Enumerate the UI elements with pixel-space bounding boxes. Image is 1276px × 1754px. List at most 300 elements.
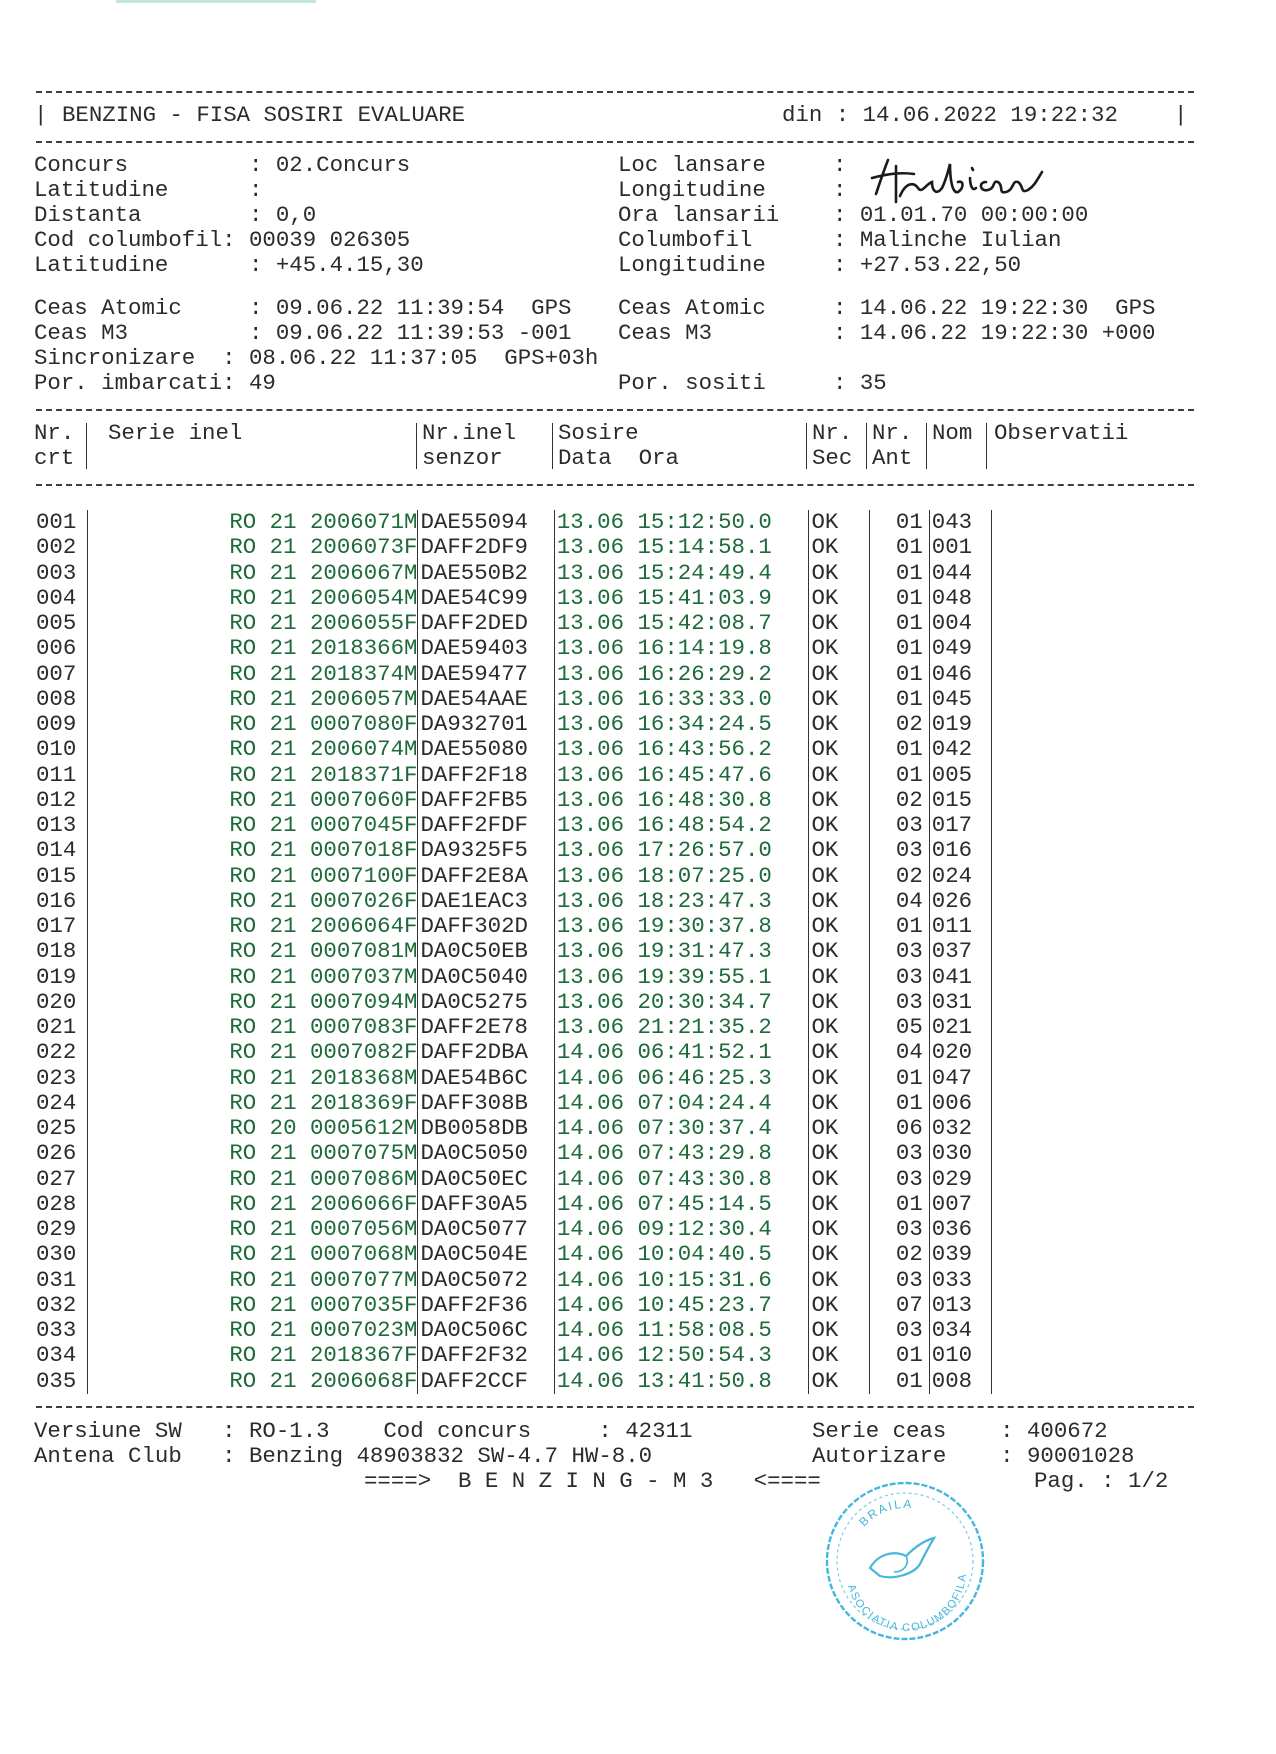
cell-nr: 028 (34, 1192, 87, 1217)
cell-ant: 01 (869, 561, 929, 586)
table-row (34, 1293, 992, 1318)
cell-senzor: DAE55094 (418, 510, 554, 535)
cell-serie-inel: RO 21 2006067M (87, 561, 418, 586)
cell-ant: 01 (869, 535, 929, 560)
cell-sec: OK (809, 1369, 869, 1394)
cell-nr: 011 (34, 763, 87, 788)
cell-nom: 034 (929, 1318, 991, 1343)
cell-sec: OK (809, 1192, 869, 1217)
cell-senzor: DAFF30A5 (418, 1192, 554, 1217)
cell-ant: 01 (869, 586, 929, 611)
table-row (34, 535, 992, 560)
cell-nr: 004 (34, 586, 87, 611)
cell-sosire: 14.06 07:43:29.8 (554, 1141, 809, 1166)
cell-sosire: 13.06 19:31:47.3 (554, 939, 809, 964)
cell-nom: 016 (929, 838, 991, 863)
info-latitudine-value: Latitudine : +45.4.15,30 (34, 252, 424, 278)
cell-ant: 04 (869, 889, 929, 914)
cell-sosire: 13.06 19:39:55.1 (554, 965, 809, 990)
cell-nom: 024 (929, 864, 991, 889)
col-senzor: senzor (422, 445, 503, 471)
cell-nr: 013 (34, 813, 87, 838)
cell-nr: 018 (34, 939, 87, 964)
cell-senzor: DAE59477 (418, 662, 554, 687)
table-row (34, 1066, 992, 1091)
cell-nom: 044 (929, 561, 991, 586)
table-row (34, 1369, 992, 1394)
cell-serie-inel: RO 20 0005612M (87, 1116, 418, 1141)
table-row (34, 1167, 992, 1192)
cell-serie-inel: RO 21 0007077M (87, 1268, 418, 1293)
cell-serie-inel: RO 21 0007083F (87, 1015, 418, 1040)
info-longitudine: Longitudine : (618, 177, 847, 203)
stamp-top-text: BRAILA (856, 1496, 914, 1530)
cell-senzor: DAE1EAC3 (418, 889, 554, 914)
clock-m3-end: Ceas M3 : 14.06.22 19:22:30 +000 (618, 320, 1156, 346)
cell-senzor: DAE54AAE (418, 687, 554, 712)
cell-nom: 033 (929, 1268, 991, 1293)
cell-ant: 03 (869, 1141, 929, 1166)
cell-senzor: DAFF2FDF (418, 813, 554, 838)
cell-ant: 03 (869, 1217, 929, 1242)
table-row (34, 788, 992, 813)
cell-nr: 021 (34, 1015, 87, 1040)
cell-ant: 03 (869, 939, 929, 964)
cell-nom: 048 (929, 586, 991, 611)
cell-nom: 031 (929, 990, 991, 1015)
cell-ant: 01 (869, 687, 929, 712)
separator (34, 1394, 1194, 1419)
cell-sosire: 13.06 16:45:47.6 (554, 763, 809, 788)
cell-nr: 026 (34, 1141, 87, 1166)
cell-sosire: 13.06 18:23:47.3 (554, 889, 809, 914)
cell-senzor: DAE550B2 (418, 561, 554, 586)
cell-sosire: 14.06 06:46:25.3 (554, 1066, 809, 1091)
cell-nom: 017 (929, 813, 991, 838)
cell-senzor: DA0C5077 (418, 1217, 554, 1242)
table-row (34, 838, 992, 863)
cell-nom: 039 (929, 1242, 991, 1267)
cell-nr: 034 (34, 1343, 87, 1368)
cell-senzor: DA0C5072 (418, 1268, 554, 1293)
cell-serie-inel: RO 21 2006074M (87, 737, 418, 762)
table-row (34, 712, 992, 737)
cell-serie-inel: RO 21 0007094M (87, 990, 418, 1015)
cell-serie-inel: RO 21 2006057M (87, 687, 418, 712)
cell-sec: OK (809, 712, 869, 737)
cell-nom: 036 (929, 1217, 991, 1242)
info-longitudine-value: Longitudine : +27.53.22,50 (618, 252, 1022, 278)
cell-sec: OK (809, 939, 869, 964)
cell-sec: OK (809, 662, 869, 687)
cell-serie-inel: RO 21 0007037M (87, 965, 418, 990)
cell-senzor: DAFF2FB5 (418, 788, 554, 813)
cell-nom: 030 (929, 1141, 991, 1166)
table-row (34, 1192, 992, 1217)
info-ora-lansarii: Ora lansarii : 01.01.70 00:00:00 (618, 202, 1089, 228)
cell-nr: 027 (34, 1167, 87, 1192)
cell-sec: OK (809, 586, 869, 611)
svg-text:BRAILA (856, 1497, 914, 1529)
table-row (34, 1318, 992, 1343)
report-header: | BENZING - FISA SOSIRI EVALUARE din : 14.06.2022 19:22:32 | (34, 102, 1188, 128)
table-row (34, 813, 992, 838)
cell-nom: 047 (929, 1066, 991, 1091)
cell-ant: 03 (869, 1268, 929, 1293)
cell-sec: OK (809, 1066, 869, 1091)
cell-ant: 02 (869, 712, 929, 737)
cell-senzor: DAE54C99 (418, 586, 554, 611)
cell-sec: OK (809, 510, 869, 535)
table-row (34, 1343, 992, 1368)
cell-senzor: DA932701 (418, 712, 554, 737)
cell-serie-inel: RO 21 0007045F (87, 813, 418, 838)
cell-sosire: 14.06 07:30:37.4 (554, 1116, 809, 1141)
cell-senzor: DA0C50EC (418, 1167, 554, 1192)
table-row (34, 914, 992, 939)
cell-sosire: 13.06 15:24:49.4 (554, 561, 809, 586)
cell-ant: 05 (869, 1015, 929, 1040)
cell-sec: OK (809, 965, 869, 990)
association-stamp-seal (820, 1476, 990, 1646)
cell-sosire: 13.06 20:30:34.7 (554, 990, 809, 1015)
cell-serie-inel: RO 21 2018368M (87, 1066, 418, 1091)
table-row (34, 864, 992, 889)
cell-senzor: DAE55080 (418, 737, 554, 762)
cell-sosire: 13.06 21:21:35.2 (554, 1015, 809, 1040)
cell-nr: 020 (34, 990, 87, 1015)
cell-serie-inel: RO 21 0007086M (87, 1167, 418, 1192)
cell-sec: OK (809, 1167, 869, 1192)
footer-serie-ceas: Serie ceas : 400672 (812, 1417, 1108, 1444)
cell-senzor: DA0C5275 (418, 990, 554, 1015)
cell-serie-inel: RO 21 2018369F (87, 1091, 418, 1116)
cell-ant: 03 (869, 813, 929, 838)
cell-nr: 014 (34, 838, 87, 863)
info-latitudine: Latitudine : (34, 177, 263, 203)
cell-sosire: 14.06 10:45:23.7 (554, 1293, 809, 1318)
cell-nom: 007 (929, 1192, 991, 1217)
table-row (34, 1268, 992, 1293)
cell-nom: 029 (929, 1167, 991, 1192)
separator (34, 78, 1194, 103)
cell-senzor: DA0C504E (418, 1242, 554, 1267)
cell-senzor: DA0C50EB (418, 939, 554, 964)
cell-sosire: 13.06 15:12:50.0 (554, 510, 809, 535)
table-row (34, 1116, 992, 1141)
cell-ant: 01 (869, 763, 929, 788)
cell-serie-inel: RO 21 2018374M (87, 662, 418, 687)
pigeons-boarded: Por. imbarcati: 49 (34, 370, 276, 396)
cell-senzor: DAFF2E8A (418, 864, 554, 889)
cell-nr: 006 (34, 636, 87, 661)
cell-ant: 02 (869, 788, 929, 813)
cell-sosire: 13.06 15:41:03.9 (554, 586, 809, 611)
cell-senzor: DAFF2F18 (418, 763, 554, 788)
cell-sosire: 14.06 11:58:08.5 (554, 1318, 809, 1343)
cell-serie-inel: RO 21 0007060F (87, 788, 418, 813)
cell-nom: 037 (929, 939, 991, 964)
cell-ant: 03 (869, 838, 929, 863)
cell-sosire: 14.06 07:43:30.8 (554, 1167, 809, 1192)
cell-sec: OK (809, 889, 869, 914)
table-row (34, 965, 992, 990)
cell-nr: 035 (34, 1369, 87, 1394)
cell-ant: 07 (869, 1293, 929, 1318)
footer-autorizare: Autorizare : 90001028 (812, 1442, 1135, 1469)
cell-sec: OK (809, 1091, 869, 1116)
cell-sec: OK (809, 1141, 869, 1166)
info-cod-columbofil: Cod columbofil: 00039 026305 (34, 227, 411, 253)
cell-sosire: 13.06 16:33:33.0 (554, 687, 809, 712)
cell-senzor: DA0C506C (418, 1318, 554, 1343)
col-nom: Nom (932, 420, 973, 446)
cell-sosire: 13.06 16:48:30.8 (554, 788, 809, 813)
stamp-bottom-text: ASOCIATIA COLUMBOFILA (844, 1572, 970, 1635)
cell-sec: OK (809, 864, 869, 889)
cell-sosire: 13.06 16:43:56.2 (554, 737, 809, 762)
pigeon-icon (870, 1538, 934, 1577)
cell-nr: 012 (34, 788, 87, 813)
cell-sosire: 13.06 19:30:37.8 (554, 914, 809, 939)
cell-nom: 006 (929, 1091, 991, 1116)
cell-serie-inel: RO 21 0007035F (87, 1293, 418, 1318)
cell-sec: OK (809, 813, 869, 838)
pigeons-arrived: Por. sositi : 35 (618, 370, 887, 396)
table-row (34, 1091, 992, 1116)
cell-serie-inel: RO 21 2018367F (87, 1343, 418, 1368)
cell-nr: 007 (34, 662, 87, 687)
cell-ant: 03 (869, 1167, 929, 1192)
cell-sec: OK (809, 1293, 869, 1318)
cell-senzor: DAFF2DED (418, 611, 554, 636)
table-row (34, 1015, 992, 1040)
cell-nr: 025 (34, 1116, 87, 1141)
cell-nom: 010 (929, 1343, 991, 1368)
cell-nom: 032 (929, 1116, 991, 1141)
cell-ant: 01 (869, 1091, 929, 1116)
info-loc-lansare: Loc lansare : (618, 152, 847, 178)
cell-nom: 019 (929, 712, 991, 737)
cell-sosire: 14.06 07:45:14.5 (554, 1192, 809, 1217)
cell-nr: 003 (34, 561, 87, 586)
cell-sosire: 13.06 16:26:29.2 (554, 662, 809, 687)
cell-ant: 01 (869, 1066, 929, 1091)
cell-sec: OK (809, 788, 869, 813)
cell-nom: 020 (929, 1040, 991, 1065)
col-inel: Nr.inel (422, 420, 517, 446)
cell-serie-inel: RO 21 0007056M (87, 1217, 418, 1242)
cell-serie-inel: RO 21 2006071M (87, 510, 418, 535)
arrivals-table (34, 510, 992, 1394)
col-observatii: Observatii (994, 420, 1129, 446)
table-row (34, 939, 992, 964)
cell-sec: OK (809, 1217, 869, 1242)
cell-serie-inel: RO 21 2006068F (87, 1369, 418, 1394)
report-title: BENZING - FISA SOSIRI EVALUARE (62, 102, 466, 128)
cell-nom: 043 (929, 510, 991, 535)
arrivals-rows (34, 510, 992, 1394)
cell-sec: OK (809, 914, 869, 939)
cell-senzor: DB0058DB (418, 1116, 554, 1141)
cell-sosire: 13.06 15:42:08.7 (554, 611, 809, 636)
cell-nom: 011 (929, 914, 991, 939)
cell-sosire: 14.06 10:04:40.5 (554, 1242, 809, 1267)
cell-serie-inel: RO 21 0007082F (87, 1040, 418, 1065)
cell-nr: 010 (34, 737, 87, 762)
cell-sec: OK (809, 763, 869, 788)
table-row (34, 1217, 992, 1242)
col-sec: Sec (812, 445, 853, 471)
table-row (34, 561, 992, 586)
cell-sec: OK (809, 1242, 869, 1267)
cell-ant: 04 (869, 1040, 929, 1065)
cell-ant: 01 (869, 662, 929, 687)
cell-ant: 01 (869, 1369, 929, 1394)
cell-nr: 033 (34, 1318, 87, 1343)
separator (34, 396, 1194, 421)
cell-nom: 049 (929, 636, 991, 661)
col-serie: Serie inel (108, 420, 243, 446)
clock-atomic-start: Ceas Atomic : 09.06.22 11:39:54 GPS (34, 295, 572, 321)
cell-nom: 041 (929, 965, 991, 990)
cell-sec: OK (809, 1040, 869, 1065)
cell-sec: OK (809, 990, 869, 1015)
info-columbofil: Columbofil : Malinche Iulian (618, 227, 1062, 253)
cell-sec: OK (809, 687, 869, 712)
cell-sosire: 13.06 16:14:19.8 (554, 636, 809, 661)
cell-sosire: 14.06 07:04:24.4 (554, 1091, 809, 1116)
cell-nom: 026 (929, 889, 991, 914)
cell-nr: 023 (34, 1066, 87, 1091)
cell-sosire: 13.06 17:26:57.0 (554, 838, 809, 863)
cell-nom: 004 (929, 611, 991, 636)
cell-senzor: DAE54B6C (418, 1066, 554, 1091)
cell-ant: 01 (869, 1192, 929, 1217)
cell-serie-inel: RO 21 0007080F (87, 712, 418, 737)
cell-sec: OK (809, 1318, 869, 1343)
cell-senzor: DA9325F5 (418, 838, 554, 863)
cell-senzor: DAFF2DBA (418, 1040, 554, 1065)
cell-sosire: 13.06 15:14:58.1 (554, 535, 809, 560)
cell-serie-inel: RO 21 0007100F (87, 864, 418, 889)
cell-ant: 01 (869, 1343, 929, 1368)
cell-senzor: DAFF2F32 (418, 1343, 554, 1368)
cell-ant: 02 (869, 1242, 929, 1267)
cell-senzor: DA0C5050 (418, 1141, 554, 1166)
cell-sosire: 14.06 06:41:52.1 (554, 1040, 809, 1065)
cell-sosire: 14.06 12:50:54.3 (554, 1343, 809, 1368)
cell-senzor: DA0C5040 (418, 965, 554, 990)
col-nr: Nr. (34, 420, 75, 446)
cell-nom: 046 (929, 662, 991, 687)
cell-nr: 015 (34, 864, 87, 889)
cell-serie-inel: RO 21 2006066F (87, 1192, 418, 1217)
cell-senzor: DAFF2DF9 (418, 535, 554, 560)
cell-nom: 005 (929, 763, 991, 788)
footer-version: Versiune SW : RO-1.3 Cod concurs : 42311 (34, 1417, 693, 1444)
cell-nr: 031 (34, 1268, 87, 1293)
cell-nom: 045 (929, 687, 991, 712)
cell-sec: OK (809, 611, 869, 636)
info-distanta: Distanta : 0,0 (34, 202, 317, 228)
cell-senzor: DAFF2F36 (418, 1293, 554, 1318)
cell-sosire: 13.06 16:48:54.2 (554, 813, 809, 838)
cell-nom: 042 (929, 737, 991, 762)
cell-sec: OK (809, 561, 869, 586)
cell-nom: 001 (929, 535, 991, 560)
cell-nr: 005 (34, 611, 87, 636)
cell-senzor: DAFF302D (418, 914, 554, 939)
cell-ant: 03 (869, 1318, 929, 1343)
info-concurs: Concurs : 02.Concurs (34, 152, 411, 178)
table-row (34, 510, 992, 535)
table-row (34, 586, 992, 611)
cell-sosire: 13.06 16:34:24.5 (554, 712, 809, 737)
cell-sec: OK (809, 737, 869, 762)
footer-antena: Antena Club : Benzing 48903832 SW-4.7 HW-8.0 (34, 1442, 653, 1469)
cell-serie-inel: RO 21 0007081M (87, 939, 418, 964)
cell-sec: OK (809, 838, 869, 863)
cell-ant: 01 (869, 636, 929, 661)
report-date: din : 14.06.2022 19:22:32 (782, 102, 1118, 128)
table-header (34, 421, 1194, 471)
cell-nr: 029 (34, 1217, 87, 1242)
cell-senzor: DAFF308B (418, 1091, 554, 1116)
col-data-ora: Data Ora (558, 445, 679, 471)
cell-ant: 01 (869, 914, 929, 939)
cell-serie-inel: RO 21 2018371F (87, 763, 418, 788)
report-sheet (34, 78, 1194, 1494)
cell-sosire: 14.06 10:15:31.6 (554, 1268, 809, 1293)
cell-nom: 008 (929, 1369, 991, 1394)
col-sosire: Sosire (558, 420, 639, 446)
cell-ant: 03 (869, 990, 929, 1015)
table-row (34, 737, 992, 762)
cell-sosire: 13.06 18:07:25.0 (554, 864, 809, 889)
table-row (34, 1242, 992, 1267)
cell-sec: OK (809, 1343, 869, 1368)
scan-artifact (116, 0, 316, 3)
cell-serie-inel: RO 21 2006055F (87, 611, 418, 636)
cell-serie-inel: RO 21 0007018F (87, 838, 418, 863)
cell-nr: 001 (34, 510, 87, 535)
cell-serie-inel: RO 21 0007023M (87, 1318, 418, 1343)
table-row (34, 1141, 992, 1166)
footer-brand: ====> B E N Z I N G - M 3 <==== (364, 1467, 821, 1494)
handwritten-signature (866, 152, 1066, 212)
cell-serie-inel: RO 21 0007068M (87, 1242, 418, 1267)
cell-sosire: 14.06 09:12:30.4 (554, 1217, 809, 1242)
col-ant: Ant (872, 445, 913, 471)
cell-nom: 021 (929, 1015, 991, 1040)
cell-serie-inel: RO 21 0007075M (87, 1141, 418, 1166)
cell-serie-inel: RO 21 2006054M (87, 586, 418, 611)
table-row (34, 662, 992, 687)
cell-nom: 013 (929, 1293, 991, 1318)
cell-senzor: DAFF2CCF (418, 1369, 554, 1394)
cell-nr: 022 (34, 1040, 87, 1065)
table-row (34, 1040, 992, 1065)
cell-nr: 009 (34, 712, 87, 737)
footer-page: Pag. : 1/2 (1034, 1467, 1169, 1494)
clock-atomic-end: Ceas Atomic : 14.06.22 19:22:30 GPS (618, 295, 1156, 321)
table-row (34, 990, 992, 1015)
table-row (34, 611, 992, 636)
table-row (34, 763, 992, 788)
cell-ant: 06 (869, 1116, 929, 1141)
col-sec-nr: Nr. (812, 420, 853, 446)
